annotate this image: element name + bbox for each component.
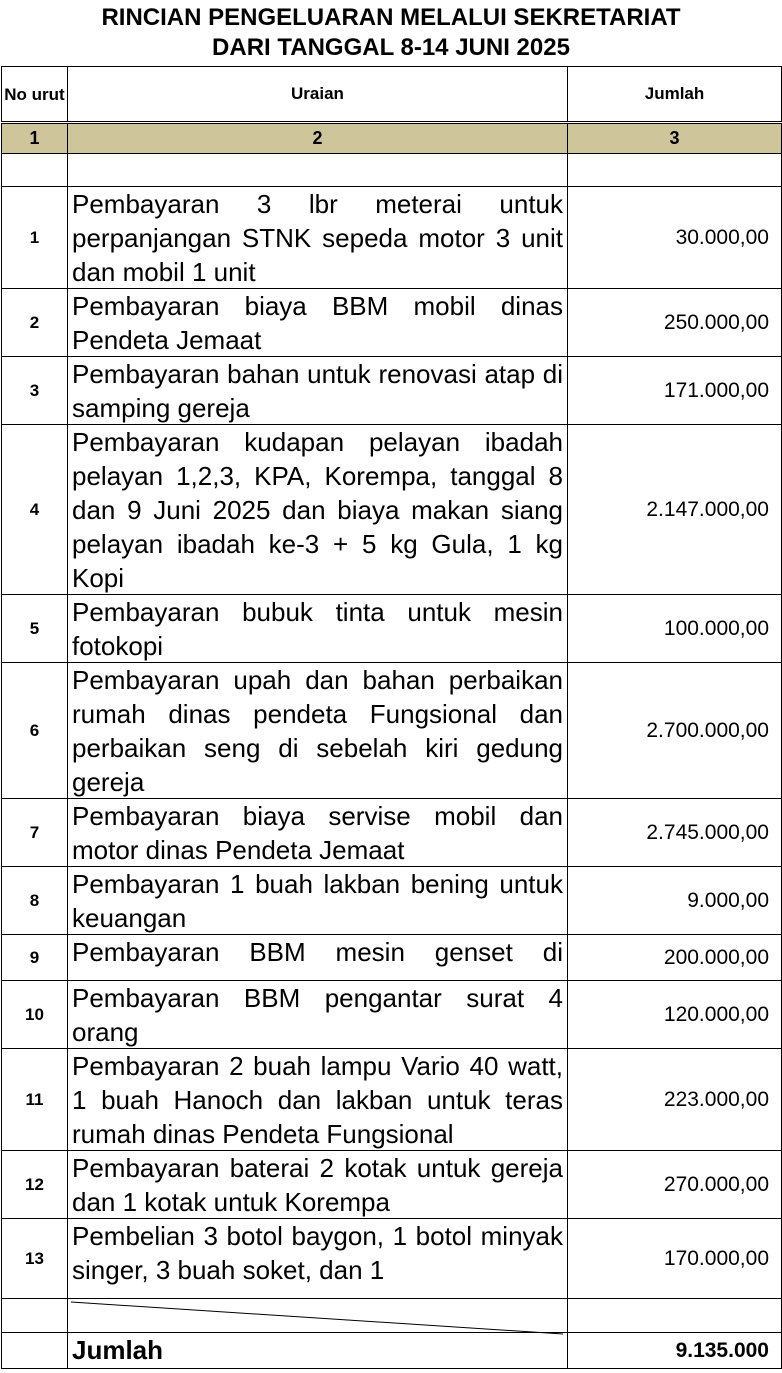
row-description: Pembayaran upah dan bahan perbaikan rumah dinas pendeta Fungsional dan perbaikan seng di sebelah kiri gedung gereja [72, 665, 563, 797]
row-description: Pembayaran BBM mesin genset di [72, 937, 563, 967]
table-row [2, 289, 782, 357]
empty-row [2, 154, 782, 187]
empty-cell [568, 1299, 782, 1333]
row-description: Pembayaran biaya BBM mobil dinas Pendeta Jemaat [72, 291, 563, 355]
table-row [2, 867, 782, 935]
table-row [2, 1049, 782, 1151]
row-amount: 200.000,00 [568, 935, 782, 981]
row-description: Pembayaran bahan untuk renovasi atap di samping gereja [72, 359, 563, 423]
row-amount: 171.000,00 [568, 357, 782, 425]
row-amount: 2.147.000,00 [568, 425, 782, 595]
row-description: Pembayaran bubuk tinta untuk mesin fotokopi [72, 597, 563, 661]
header-no-urut: No urut [2, 67, 68, 123]
report-title-line2: DARI TANGGAL 8-14 JUNI 2025 [212, 34, 570, 61]
total-row [2, 1333, 782, 1369]
table-row [2, 187, 782, 289]
diagonal-line [69, 1300, 569, 1336]
row-description: Pembayaran kudapan pelayan ibadah pelayan 1,2,3, KPA, Korempa, tanggal 8 dan 9 Juni 2025 dan biaya makan siang pelayan ibadah ke-3 + 5 kg Gula, 1 kg Kopi [72, 427, 563, 593]
table-row [2, 799, 782, 867]
total-label: Jumlah [68, 1333, 568, 1369]
column-number-2: 2 [68, 123, 568, 154]
row-amount: 250.000,00 [568, 289, 782, 357]
table-row [2, 935, 782, 981]
empty-cell [2, 154, 68, 187]
row-number: 10 [2, 981, 68, 1049]
row-number: 1 [2, 187, 68, 289]
row-amount: 170.000,00 [568, 1219, 782, 1299]
row-number: 11 [2, 1049, 68, 1151]
row-number: 12 [2, 1151, 68, 1219]
row-amount: 223.000,00 [568, 1049, 782, 1151]
report-title-line1: RINCIAN PENGELUARAN MELALUI SEKRETARIAT [101, 4, 681, 31]
column-number-row [2, 123, 782, 154]
column-number-3: 3 [568, 123, 782, 154]
row-description: Pembayaran 1 buah lakban bening untuk keuangan [72, 869, 563, 933]
row-number: 8 [2, 867, 68, 935]
row-amount: 2.700.000,00 [568, 663, 782, 799]
row-description: Pembayaran BBM pengantar surat 4 orang [72, 983, 563, 1047]
table-row [2, 981, 782, 1049]
row-number: 3 [2, 357, 68, 425]
empty-cell [68, 154, 568, 187]
empty-cell [568, 154, 782, 187]
row-amount: 9.000,00 [568, 867, 782, 935]
table-row [2, 1151, 782, 1219]
row-number: 2 [2, 289, 68, 357]
table-row [2, 663, 782, 799]
header-uraian: Uraian [68, 67, 568, 123]
total-value: 9.135.000 [568, 1333, 782, 1369]
row-description: Pembelian 3 botol baygon, 1 botol minyak singer, 3 buah soket, dan 1 [72, 1221, 563, 1285]
row-description: Pembayaran 2 buah lampu Vario 40 watt, 1 buah Hanoch dan lakban untuk teras rumah dinas Pendeta Fungsional [72, 1051, 563, 1149]
row-number: 9 [2, 935, 68, 981]
table-header-row [2, 67, 782, 123]
row-amount: 270.000,00 [568, 1151, 782, 1219]
row-amount: 30.000,00 [568, 187, 782, 289]
table-row [2, 425, 782, 595]
row-number: 4 [2, 425, 68, 595]
row-description: Pembayaran biaya servise mobil dan motor dinas Pendeta Jemaat [72, 801, 563, 865]
expense-table [1, 66, 782, 1369]
row-number: 6 [2, 663, 68, 799]
table-row [2, 1219, 782, 1299]
total-empty-cell [2, 1333, 68, 1369]
row-amount: 120.000,00 [568, 981, 782, 1049]
header-jumlah: Jumlah [568, 67, 782, 123]
table-row [2, 357, 782, 425]
row-amount: 2.745.000,00 [568, 799, 782, 867]
row-number: 13 [2, 1219, 68, 1299]
column-number-1: 1 [2, 123, 68, 154]
row-number: 7 [2, 799, 68, 867]
table-row [2, 595, 782, 663]
row-number: 5 [2, 595, 68, 663]
row-description: Pembayaran baterai 2 kotak untuk gereja dan 1 kotak untuk Korempa [72, 1153, 563, 1217]
row-amount: 100.000,00 [568, 595, 782, 663]
empty-cell [2, 1299, 68, 1333]
row-description: Pembayaran 3 lbr meterai untuk perpanjangan STNK sepeda motor 3 unit dan mobil 1 unit [72, 189, 563, 287]
